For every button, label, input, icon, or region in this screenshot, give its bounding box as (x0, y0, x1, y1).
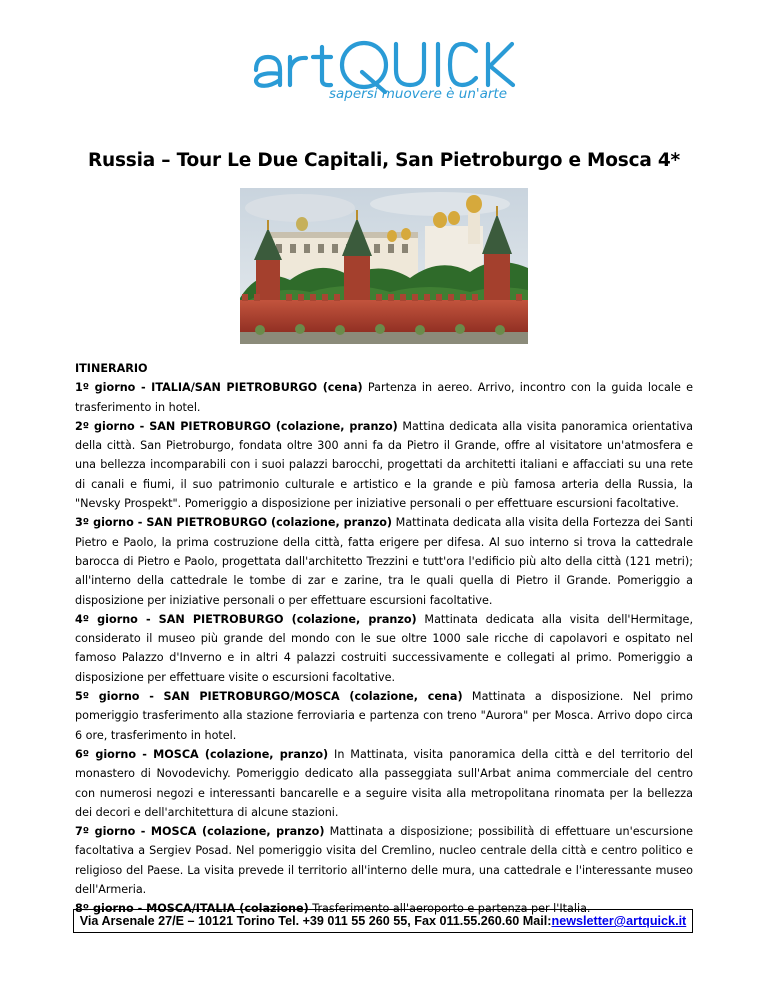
page-title: Russia – Tour Le Due Capitali, San Pietroburgo e Mosca 4* (87, 150, 681, 171)
day-3 (75, 513, 693, 609)
day-1 (75, 378, 693, 417)
day-text: Mattina dedicata alla visita panoramica orientativa della città. San Pietroburgo, fondata oltre 300 anni fa da Pietro il Grande, offre al visitatore un'atmosfera e una bellezza incomparabili con i suoi palazzi barocchi, progettati da architetti italiani e affacciati su una rete di canali e fiumi, il suo patrimonio culturale e artistico e la grande e più famosa arteria della Russia, la "Nevsky Prospekt". Pomeriggio a disposizione per iniziative personali o per effettuare escursioni facoltative. (75, 419, 693, 511)
itinerary (75, 359, 693, 919)
day-text: Mattinata a disposizione. Nel primo pomeriggio trasferimento alla stazione ferroviaria e partenza con treno "Aurora" per Mosca. Arrivo dopo circa 6 ore, trasferimento in hotel. (75, 690, 693, 742)
itinerary-heading: ITINERARIO (75, 362, 148, 375)
day-4 (75, 610, 693, 687)
day-title: 3º giorno - SAN PIETROBURGO (colazione, pranzo) (75, 516, 393, 530)
day-text: In Mattinata, visita panoramica della città e del territorio del monastero di Novodevichy. Pomeriggio dedicato alla passeggiata sull'Arbat anima commerciale del centro con numerosi negozi e interessanti bancarelle e a seguire visita alla metropolitana rinomata per la bellezza dei decori e dell'architettura di alcune stazioni. (75, 747, 693, 819)
artquick-logo (0, 36, 768, 106)
day-text: Mattinata dedicata alla visita dell'Hermitage, considerato il museo più grande del mondo con le sue oltre 1000 sale ricche di capolavori e ospitato nel famoso Palazzo d'Inverno e in altri 4 palazzi costruiti successivamente e collegati al primo. Pomeriggio a disposizione per effettuare visite o escursioni facoltative. (75, 612, 693, 684)
day-title: 2º giorno - SAN PIETROBURGO (colazione, pranzo) (75, 419, 398, 433)
contact-footer (73, 909, 693, 933)
day-title: 4º giorno - SAN PIETROBURGO (colazione, pranzo) (75, 612, 417, 626)
footer-address: Via Arsenale 27/E – 10121 Torino Tel. +39 011 55 260 55, Fax 011.55.260.60 Mail: (79, 914, 552, 928)
day-title: 7º giorno - MOSCA (colazione, pranzo) (75, 825, 325, 839)
day-text: Mattinata a disposizione; possibilità di effettuare un'escursione facoltativa a Sergiev Posad. Nel pomeriggio visita del Cremlino, nucleo centrale della città e centro politico e religioso del Paese. La visita prevede il territorio all'interno delle mura, una cattedrale e l'interessante museo dell'Armeria. (75, 825, 693, 897)
day-text: Partenza in aereo. Arrivo, incontro con la guida locale e trasferimento in hotel. (75, 381, 693, 414)
day-2 (75, 417, 693, 513)
day-title: 5º giorno - SAN PIETROBURGO/MOSCA (colazione, cena) (75, 690, 463, 704)
day-text: Mattinata dedicata alla visita della Fortezza dei Santi Pietro e Paolo, la prima costruzione della città, fatta erigere per difesa. Al suo interno si trova la cattedrale barocca di Pietro e Paolo, progettata dall'architetto Trezzini e tutt'ora l'edificio più alto della città (121 metri); all'interno della cattedrale le tombe di zar e zarine, tra le quali quella di Pietro il Grande. Pomeriggio a disposizione per iniziative personali o per effettuare escursioni facoltative. (75, 516, 693, 607)
day-title: 1º giorno - ITALIA/SAN PIETROBURGO (cena) (75, 381, 363, 395)
day-5 (75, 687, 693, 745)
day-title: 6º giorno - MOSCA (colazione, pranzo) (75, 747, 329, 761)
email-link[interactable]: newsletter@artquick.it (551, 914, 687, 928)
day-title: 8º giorno - MOSCA/ITALIA (colazione) (75, 902, 309, 916)
kremlin-photo (240, 188, 528, 344)
logo-tagline: sapersi muovere è un'arte (328, 86, 508, 102)
day-6 (75, 745, 693, 822)
day-7 (75, 822, 693, 899)
day-text: Trasferimento all'aeroporto e partenza per l'Italia. (308, 902, 591, 916)
